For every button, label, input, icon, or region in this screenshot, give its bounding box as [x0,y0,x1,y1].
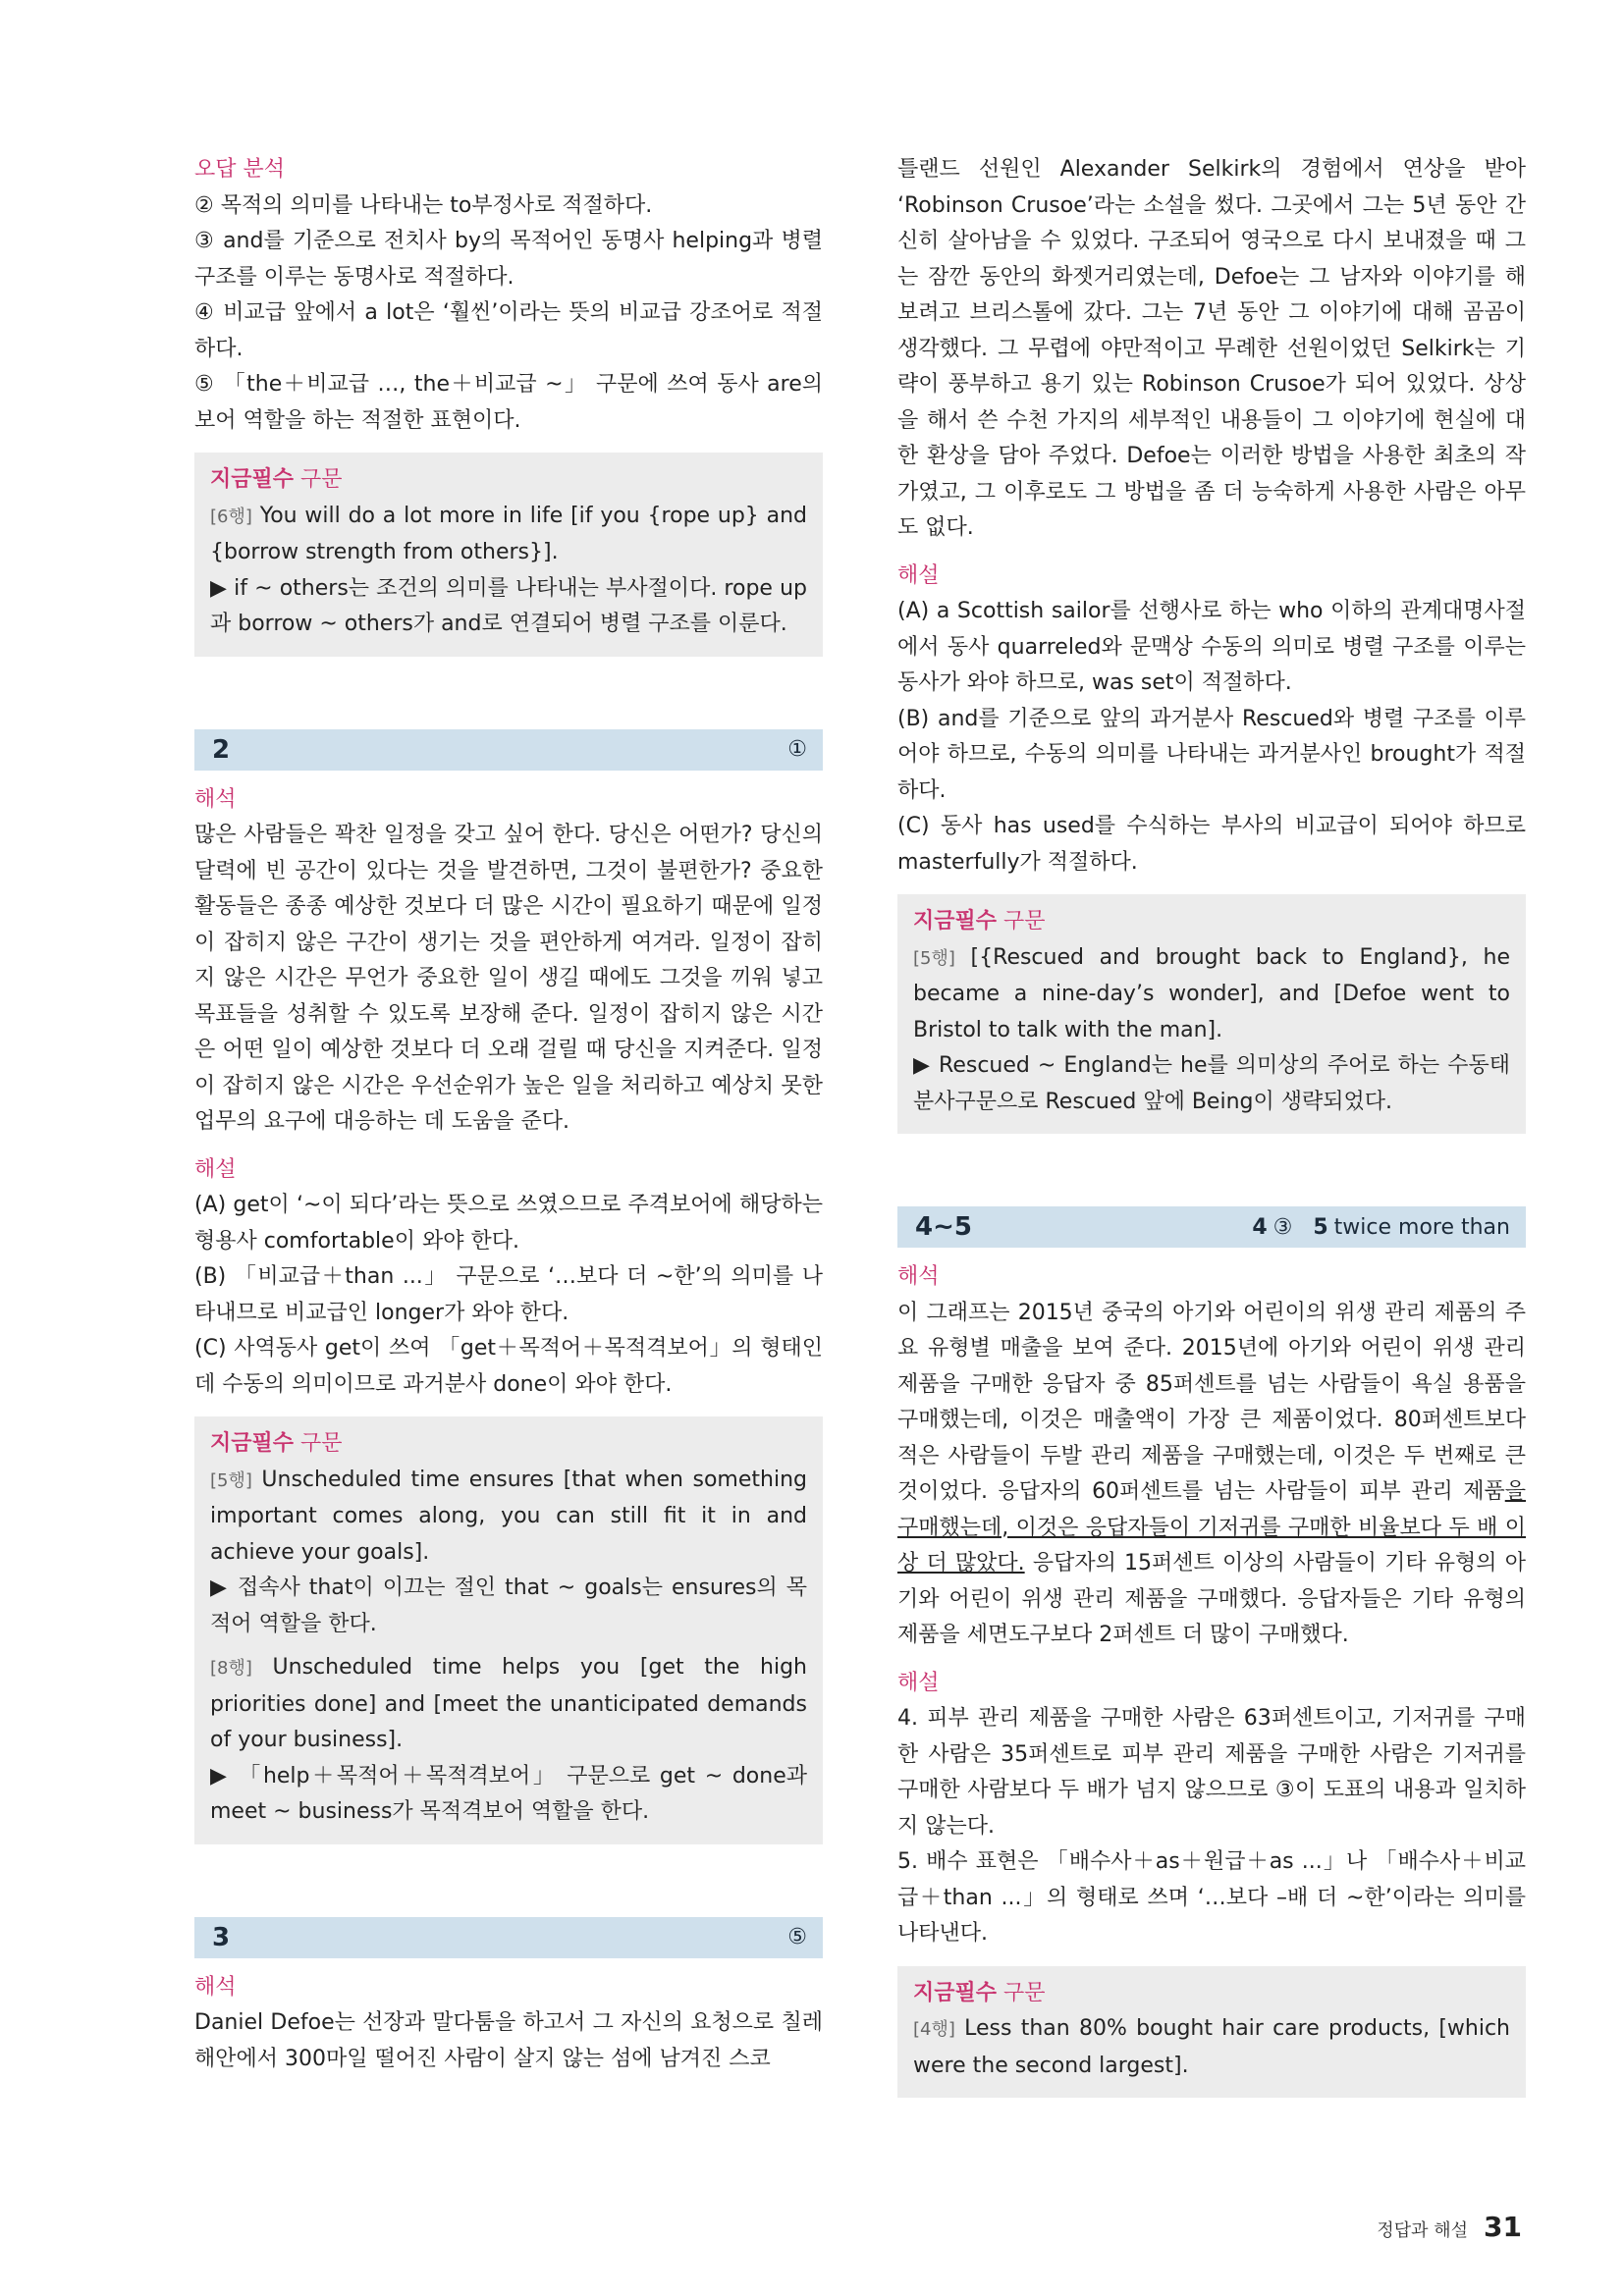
question-number: 3 [212,1922,231,1952]
question-2-header [194,729,823,771]
analysis-item-3: ③ and를 기준으로 전치사 by의 목적어인 동명사 helping과 병렬 구조를 이루는 동명사로 적절하다. [194,229,823,290]
wrong-answer-analysis-label: 오답 분석 [194,157,286,182]
answer: ⑤ [787,1925,807,1949]
explanation-b: (B) 「비교급＋than ...」 구문으로 ‘…보다 더 ~한’의 의미를 나타내므로 비교급인 longer가 와야 한다. [194,1264,823,1325]
page-number: 31 [1484,2211,1522,2243]
box-title: 지금필수 구문 [210,467,343,492]
explanation-4: 4. 피부 관리 제품을 구매한 사람은 63퍼센트이고, 기저귀를 구매한 사람은 35퍼센트로 피부 관리 제품을 구매한 사람은 기저귀를 구매한 사람보다 두 배가 넘지 않으므로 ③이 도표의 내용과 일치하지 않는다. [897,1706,1526,1839]
key-structure-box-q3 [897,894,1526,1134]
box-sentence-1: [5행] Unscheduled time ensures [that when something important comes along, you can still fit it in and achieve your goals]. [210,1467,807,1565]
question-4-5-header [897,1206,1526,1248]
translation-label: 해석 [194,1974,237,2000]
box-title: 지금필수 구문 [913,1980,1046,2005]
translation-text: 많은 사람들은 꽉찬 일정을 갖고 싶어 한다. 당신은 어떤가? 당신의 달력에 빈 공간이 있다는 것을 발견하면, 그것이 불편한가? 중요한 활동들은 종종 예상한 것보다 더 많은 시간이 필요하기 때문에 일정이 잡히지 않은 구간이 생기는 것을 편안하게 여겨라. 일정이 잡히지 않은 시간은 무언가 중요한 일이 생길 때에도 그것을 끼워 넣고 목표들을 성취할 수 있도록 보장해 준다. 일정이 잡히지 않은 시간은 어떤 일이 예상한 것보다 더 오래 걸릴 때 당신을 지켜준다. 일정이 잡히지 않은 시간은 우선순위가 높은 일을 처리하고 예상치 못한 업무의 요구에 대응하는 데 도움을 준다. [194,823,823,1134]
box-note: ▶ if ~ others는 조건의 의미를 나타내는 부사절이다. rope up과 borrow ~ others가 and로 연결되어 병렬 구조를 이룬다. [210,575,807,636]
analysis-item-5: ⑤ 「the＋비교급 …, the＋비교급 ~」 구문에 쓰여 동사 are의 보어 역할을 하는 적절한 표현이다. [194,372,823,433]
analysis-item-2: ② 목적의 의미를 나타내는 to부정사로 적절하다. [194,192,653,218]
key-structure-box-q1 [194,453,823,657]
left-column [194,152,823,2077]
explanation-label: 해설 [194,1156,237,1182]
explanation-c: (C) 동사 has used를 수식하는 부사의 비교급이 되어야 하므로 masterfully가 적절하다. [897,814,1526,875]
question-number: 4~5 [915,1212,972,1242]
box-note-2: ▶ 「help＋목적어＋목적격보어」 구문으로 get ~ done과 meet ~ business가 목적격보어 역할을 한다. [210,1763,807,1824]
translation-label: 해석 [897,1264,940,1289]
translation-text: 이 그래프는 2015년 중국의 아기와 어린이의 위생 관리 제품의 주요 유형별 매출을 보여 준다. 2015년에 아기와 어린이 위생 관리 제품을 구매한 응답자 중 85퍼센트를 넘는 사람들이 욕실 용품을 구매했는데, 이것은 매출액이 가장 큰 제품이었다. 80퍼센트보다 적은 사람들이 두발 관리 제품을 구매했는데, 이것은 두 번째로 큰 것이었다. 응답자의 60퍼센트를 넘는 사람들이 피부 관리 제품을 구매했는데, 이것은 응답자들이 기저귀를 구매한 비율보다 두 배 이상 더 많았다. 응답자의 15퍼센트 이상의 사람들이 기타 유형의 아기와 어린이 위생 관리 제품을 구매했다. 응답자들은 기타 유형의 제품을 세면도구보다 2퍼센트 더 많이 구매했다. [897,1300,1526,1647]
underlined-sentence: 을 구매했는데, 이것은 응답자들이 기저귀를 구매한 비율보다 두 배 이상 더 많았다. [897,1479,1526,1575]
translation-text: Daniel Defoe는 선장과 말다툼을 하고서 그 자신의 요청으로 칠레 해안에서 300마일 떨어진 사람이 살지 않는 섬에 남겨진 스코 [194,2010,823,2071]
box-title: 지금필수 구문 [913,909,1046,934]
explanation-label: 해설 [897,1670,940,1695]
key-structure-box-q2 [194,1416,823,1844]
explanation-c: (C) 사역동사 get이 쓰여 「get＋목적어＋목적격보어」의 형태인데 수동의 의미이므로 과거분사 done이 와야 한다. [194,1336,823,1397]
answer: ① [787,737,807,762]
explanation-a: (A) a Scottish sailor를 선행사로 하는 who 이하의 관계대명사절에서 동사 quarreled와 문맥상 수동의 의미로 병렬 구조를 이루는 동사가 와야 하므로, was set이 적절하다. [897,599,1526,695]
box-sentence-2: [8행] Unscheduled time helps you [get the high priorities done] and [meet the unanticipated demands of your business]. [210,1655,807,1752]
explanation-5: 5. 배수 표현은 「배수사＋as＋원급＋as ...」나 「배수사＋비교급＋than ...」의 형태로 쓰며 ‘…보다 –배 더 ~한’이라는 의미를 나타낸다. [897,1849,1526,1946]
box-sentence: [4행] Less than 80% bought hair care products, [which were the second largest]. [913,2016,1510,2078]
explanation-label: 해설 [897,562,940,588]
answers: 4 ③ 5 twice more than [1252,1214,1510,1240]
box-sentence: [6행] You will do a lot more in life [if you {rope up} and {borrow strength from others}]. [210,503,807,564]
right-column [897,152,1526,2098]
footer-text: 정답과 해설 [1377,2220,1469,2241]
question-3-header [194,1917,823,1958]
analysis-item-4: ④ 비교급 앞에서 a lot은 ‘훨씬’이라는 뜻의 비교급 강조어로 적절하다. [194,300,823,361]
question-number: 2 [212,734,231,765]
box-note-1: ▶ 접속사 that이 이끄는 절인 that ~ goals는 ensures의 목적어 역할을 한다. [210,1575,807,1636]
box-sentence: [5행] [{Rescued and brought back to England}, he became a nine-day’s wonder], and [Defoe went to Bristol to talk with the man]. [913,944,1510,1042]
box-note: ▶ Rescued ~ England는 he를 의미상의 주어로 하는 수동태 분사구문으로 Rescued 앞에 Being이 생략되었다. [913,1053,1510,1114]
explanation-b: (B) and를 기준으로 앞의 과거분사 Rescued와 병렬 구조를 이루어야 하므로, 수동의 의미를 나타내는 과거분사인 brought가 적절하다. [897,706,1526,803]
box-title: 지금필수 구문 [210,1431,343,1456]
translation-continued: 틀랜드 선원인 Alexander Selkirk의 경험에서 연상을 받아 ‘Robinson Crusoe’라는 소설을 썼다. 그곳에서 그는 5년 동안 간신히 살아남을 수 있었다. 구조되어 영국으로 다시 보내졌을 때 그는 잠깐 동안의 화젯거리였는데, Defoe는 그 남자와 이야기를 해 보려고 브리스톨에 갔다. 그는 7년 동안 그 이야기에 대해 곰곰이 생각했다. 그 무렵에 야만적이고 무례한 선원이었던 Selkirk는 기략이 풍부하고 용기 있는 Robinson Crusoe가 되어 있었다. 상상을 해서 쓴 수천 가지의 세부적인 내용들이 그 이야기에 현실에 대한 환상을 담아 주었다. Defoe는 이러한 방법을 사용한 최초의 작가였고, 그 이후로도 그 방법을 좀 더 능숙하게 사용한 사람은 아무도 없다. [897,157,1526,540]
page-footer [1377,2211,1522,2243]
key-structure-box-q45 [897,1966,1526,2099]
explanation-a: (A) get이 ‘~이 되다’라는 뜻으로 쓰였으므로 주격보어에 해당하는 형용사 comfortable이 와야 한다. [194,1193,823,1254]
translation-label: 해석 [194,786,237,812]
